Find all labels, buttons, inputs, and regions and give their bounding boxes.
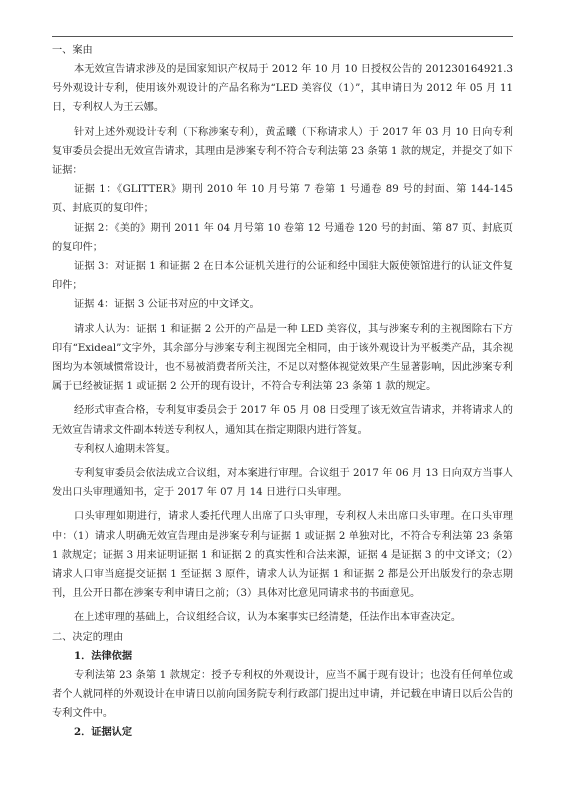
paragraph-conclusion: 在上述审理的基础上，合议组经合议，认为本案事实已经清楚，任法作出本审查决定。 bbox=[74, 612, 462, 624]
paragraph-requester-view: 请求人认为：证据 1 和证据 2 公开的产品是一种 LED 美容仪，其与涉案专利的主视图除右下方印有“Exideal”文字外，其余部分与涉案专利主视图完全相同，由于该外观设计为平板类产品，其余视图均为本领域惯常设计，也不易被消费者所关注，不足以对整体视觉效果产生显著影响，因此涉案专利属于已经被证据 1 或证据 2 公开的现有设计，不符合专利法第 23 条第 1 款的规定。 bbox=[52, 323, 513, 393]
section-title-case: 一、案由 bbox=[52, 45, 93, 56]
evidence-4: 证据 4：证据 3 公证书对应的中文译文。 bbox=[74, 299, 260, 311]
evidence-3: 证据 3：对证据 1 和证据 2 在日本公证机关进行的公证和经中国驻大阪使领馆进行的认证文件复印件； bbox=[52, 261, 513, 292]
paragraph-request: 针对上述外观设计专利（下称涉案专利），黄孟曦（下称请求人）于 2017 年 03 月 10 日向专利复审委员会提出无效宣告请求，其理由是涉案专利不符合专利法第 23 条第 1 款的规定，并提交了如下证据： bbox=[52, 126, 513, 177]
paragraph-acceptance: 经形式审查合格，专利复审委员会于 2017 年 05 月 08 日受理了该无效宣告请求，并将请求人的无效宣告请求文件副本转送专利权人，通知其在指定期限内进行答复。 bbox=[52, 405, 513, 436]
subsection-evidence: 2．证据认定 bbox=[74, 726, 133, 739]
section-title-reasons: 二、决定的理由 bbox=[52, 631, 124, 643]
paragraph-patent-info: 本无效宣告请求涉及的是国家知识产权局于 2012 年 10 月 10 日授权公告的 201230164921.3 号外观设计专利，使用该外观设计的产品名称为“LED 美容仪（1）”，其申请日为 2012 年 05 月 11 日，专利权人为王云娜。 bbox=[52, 64, 513, 114]
evidence-1: 证据 1：《GLITTER》期刊 2010 年 10 月号第 7 卷第 1 号通卷 89 号的封面、第 144-145 页、封底页的复印件； bbox=[52, 184, 513, 215]
top-rule bbox=[52, 36, 513, 37]
paragraph-oral-hearing: 口头审理如期进行，请求人委托代理人出席了口头审理，专利权人未出席口头审理。在口头审理中：（1）请求人明确无效宣告理由是涉案专利与证据 1 或证据 2 单独对比，不符合专利法第 23 条第 1 款规定；证据 3 用来证明证据 1 和证据 2 的真实性和合法来源，证据 4 是证据 3 的中文译文；（2）请求人口审当庭提交证据 1 至证据 3 原件，请求人认为证据 1 和证据 2 都是公开出版发行的杂志期刊，且公开日都在涉案专利申请日之前；（3）具体对比意见同请求书的书面意见。 bbox=[52, 511, 513, 600]
subsection-legal-basis: 1．法律依据 bbox=[74, 649, 133, 662]
paragraph-panel: 专利复审委员会依法成立合议组，对本案进行审理。合议组于 2017 年 06 月 13 日向双方当事人发出口头审理通知书，定于 2017 年 07 月 14 日进行口头审理。 bbox=[52, 468, 513, 499]
paragraph-law-article: 专利法第 23 条第 1 款规定：授予专利权的外观设计，应当不属于现有设计；也没有任何单位或者个人就同样的外观设计在申请日以前向国务院专利行政部门提出过申请，并记载在申请日以后公告的专利文件中。 bbox=[52, 669, 513, 720]
paragraph-no-reply: 专利权人逾期未答复。 bbox=[74, 443, 176, 455]
evidence-2: 证据 2：《美的》期刊 2011 年 04 月号第 10 卷第 12 号通卷 120 号的封面、第 87 页、封底页的复印件； bbox=[52, 222, 513, 253]
